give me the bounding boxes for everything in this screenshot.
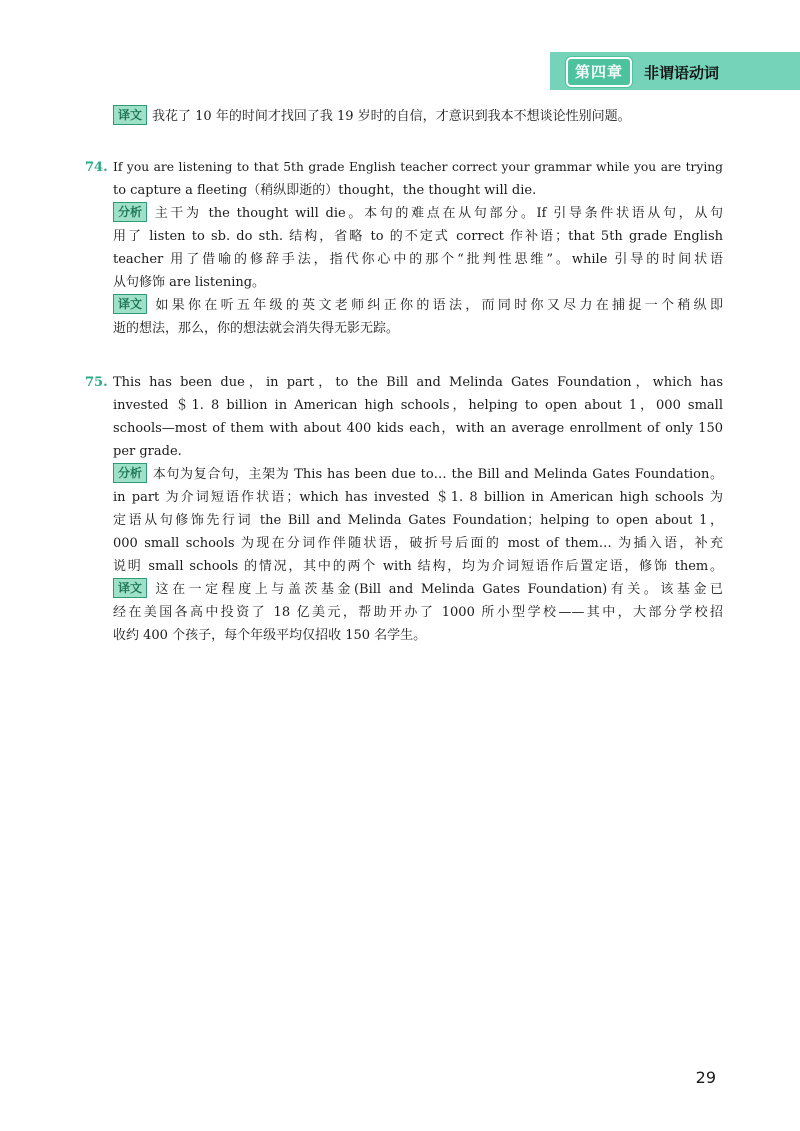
sentence-line: If you are listening to that 5th grade English teacher correct your grammar while you are trying <box>113 160 723 174</box>
item-74-block <box>113 156 723 340</box>
top-translation-block <box>113 105 723 128</box>
item-number-74: 74. <box>85 160 108 175</box>
translation-text: 这在一定程度上与盖茨基金(Bill and Melinda Gates Foundation)有关。该基金已 <box>152 582 723 597</box>
analysis-line: 从句修饰 are listening。 <box>113 275 266 290</box>
analysis-line: 说明 small schools 的情况，其中的两个 with 结构，均为介词短语作后置定语，修饰 them。 <box>113 559 723 574</box>
text-line <box>113 463 723 486</box>
sentence-line: per grade. <box>113 444 182 459</box>
translation-label: 译文 <box>113 578 147 598</box>
text-line <box>113 578 723 601</box>
item-75-block <box>113 371 723 647</box>
translation-line: 收约 400 个孩子，每个年级平均仅招收 150 名学生。 <box>113 628 427 643</box>
analysis-line: 定语从句修饰先行词 the Bill and Melinda Gates Foundation；helping to open about 1， <box>113 513 723 528</box>
translation-label: 译文 <box>113 294 147 314</box>
analysis-label: 分析 <box>113 463 147 483</box>
text-line <box>113 294 723 317</box>
sentence-line: invested ＄1. 8 billion in American high schools，helping to open about 1，000 small <box>113 398 723 413</box>
analysis-label: 分析 <box>113 202 147 222</box>
chapter-title: 非谓语动词 <box>644 64 720 82</box>
sentence-line: to capture a fleeting（稍纵即逝的）thought，the thought will die. <box>113 183 537 198</box>
analysis-line: 000 small schools 为现在分词作伴随状语，破折号后面的 most of them… 为插入语，补充 <box>113 536 723 551</box>
analysis-line: in part 为介词短语作状语；which has invested ＄1. 8 billion in American high schools 为 <box>113 490 723 505</box>
analysis-text: 本句为复合句，主架为 This has been due to… the Bill and Melinda Gates Foundation。 <box>152 467 723 482</box>
analysis-text: 主干为 the thought will die。本句的难点在从句部分。If 引导条件状语从句，从句 <box>152 206 723 221</box>
sentence-line: This has been due，in part，to the Bill and Melinda Gates Foundation，which has <box>113 375 723 390</box>
translation-text: 如果你在听五年级的英文老师纠正你的语法，而同时你又尽力在捕捉一个稍纵即 <box>152 298 723 313</box>
item-number-75: 75. <box>85 375 108 390</box>
text-line <box>113 105 723 128</box>
chapter-tag: 第四章 <box>566 57 632 87</box>
translation-text: 我花了 10 年的时间才找回了我 19 岁时的自信，才意识到我本不想谈论性别问题。 <box>152 109 631 124</box>
analysis-line: 用了 listen to sb. do sth. 结构，省略 to 的不定式 correct 作补语；that 5th grade English <box>113 229 723 244</box>
page-number: 29 <box>695 1068 716 1087</box>
translation-label: 译文 <box>113 105 147 125</box>
sentence-line: schools—most of them with about 400 kids each，with an average enrollment of only 150 <box>113 421 723 436</box>
translation-line: 经在美国各高中投资了 18 亿美元，帮助开办了 1000 所小型学校——其中，大部分学校招 <box>113 605 723 620</box>
analysis-line: teacher 用了借喻的修辞手法，指代你心中的那个“批判性思维”。while 引导的时间状语 <box>113 252 723 267</box>
translation-line: 逝的想法，那么，你的想法就会消失得无影无踪。 <box>113 321 400 336</box>
text-line <box>113 202 723 225</box>
